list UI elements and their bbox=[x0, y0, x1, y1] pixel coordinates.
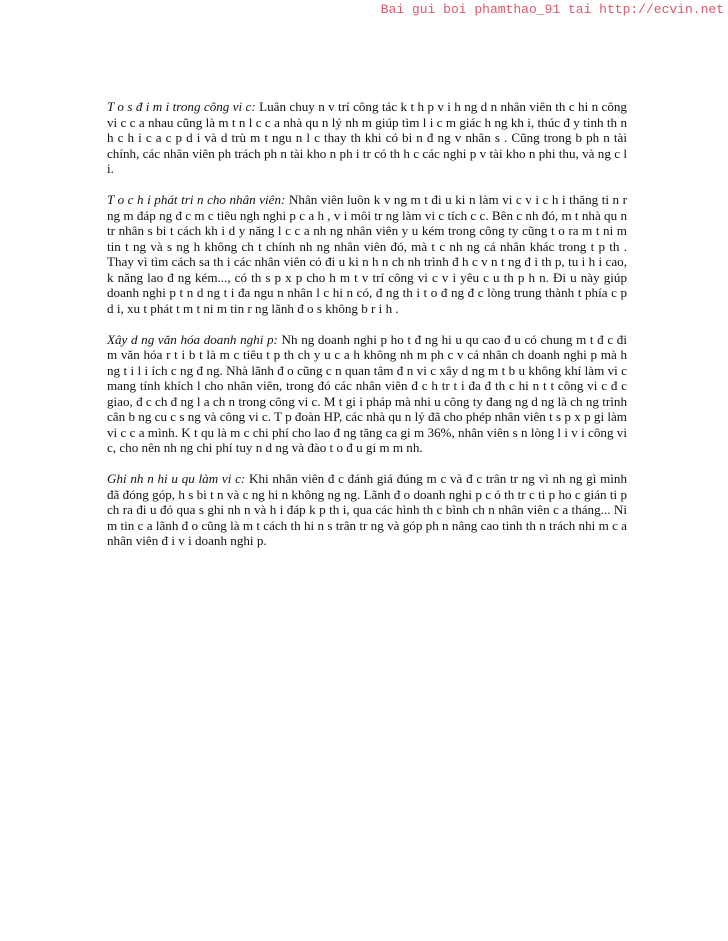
paragraph-4 bbox=[107, 471, 627, 549]
paragraph-heading: Xây d ng văn hóa doanh nghi p: bbox=[107, 331, 278, 347]
paragraph-heading: T o s đ i m i trong công vi c: bbox=[107, 99, 256, 114]
paragraph-text: Nh ng doanh nghi p ho t đ ng hi u qu cao đ u có chung m t đ c đi m văn hóa r t i b t là m c tiêu t p th ch y u c a h không nh m ph c v cá nhân ch doanh nghi p mà h ng t i l i ích c ng đ ng. Nhà lãnh đ o cũng c n quan tâm đ n vi c xây d ng m t b u không khí làm vi c mang tính khích l cho nhân viên, trong đó các nhân viên đ c h tr t i đa đ th c hi n t t công vi c đ c giao, đ c ch đ ng l a ch n trong công vi c. M t gi i pháp mà nhi u công ty đang ng d ng là ch ng trình cân b ng cu c s ng và công vi c. T p đoàn HP, các nhà qu n lý đã cho phép nhân viên t s p x p gi làm vi c c a mình. K t qu là m c chi phí cho lao đ ng tăng ca gi m 36%, nhân viên s n lòng l i v i công vi c, cho nên nh ng chi phí tuy n d ng và đào t o đ u gi m m nh. bbox=[107, 331, 627, 455]
paragraph-3 bbox=[107, 332, 627, 456]
paragraph-heading: T o c h i phát tri n cho nhân viên: bbox=[107, 192, 286, 207]
paragraph-text: Luân chuy n v trí công tác k t h p v i h ng d n nhân viên th c hi n công vi c c a nhau cũng là m t n l c c a nhà qu n lý nh m giúp tìm l i c m giác h ng kh i, thúc đ y tinh th n h c h i c a c p d i và d trù m t ngu n l c thay th khi có bi n đ ng v nhân s . Cũng trong b ph n tài chính, các nhân viên ph trách ph n tài kho n ph i tr có th h c các nghi p v tài kho n phi thu, và ng c l i. bbox=[107, 99, 627, 176]
document-body bbox=[107, 99, 627, 564]
paragraph-text: Nhân viên luôn k v ng m t đi u ki n làm vi c v i c h i thăng ti n r ng m đáp ng đ c m c tiêu ngh nghi p c a h , v i môi tr ng làm vi c tích c c. Bên c nh đó, m t nhà qu n tr nhân s bi t cách kh i d y năng l c c a nh ng nhân viên y u kém trong công ty cũng t o ra m t ni m tin t ng và s ng h không ch t chính nh ng nhân viên đó, mà t c nh ng cá nhân khác trong t p th . Thay vì tìm cách sa th i các nhân viên có đi u ki n h n ch nh trình đ h c v n t ng đ i th p, tu i h i cao, k năng lao đ ng kém..., có th s p x p cho h m t v trí công vi c v i yêu c u th p h n. Đi u này giúp doanh nghi p t n d ng t i đa ngu n nhân l c hi n có, đ ng th i t o đ ng đ c lòng trung thành t phía c p d i, xu t phát t m t ni m tin r ng lãnh đ o s không b r i h . bbox=[107, 192, 627, 316]
paragraph-1 bbox=[107, 99, 627, 177]
paragraph-text: Khi nhân viên đ c đánh giá đúng m c và đ c trân tr ng vì nh ng gì mình đã đóng góp, h s bi t n và c ng hi n không ng ng. Lãnh đ o doanh nghi p c ó th tr c ti p ho c gián ti p ch ra đi u đó qua s ghi nh n và h i đáp k p th i, qua các hình th c bình ch n nhân viên c a tháng... Ni m tin c a lãnh đ o cũng là m t cách th hi n s trân tr ng và góp ph n nâng cao tinh th n trách nhi m c a nhân viên đ i v i doanh nghi p. bbox=[107, 471, 627, 548]
paragraph-heading: Ghi nh n hi u qu làm vi c: bbox=[107, 471, 246, 486]
watermark-text: Bai gui boi phamthao_91 tai http://ecvin.net bbox=[380, 2, 724, 17]
paragraph-2 bbox=[107, 192, 627, 316]
